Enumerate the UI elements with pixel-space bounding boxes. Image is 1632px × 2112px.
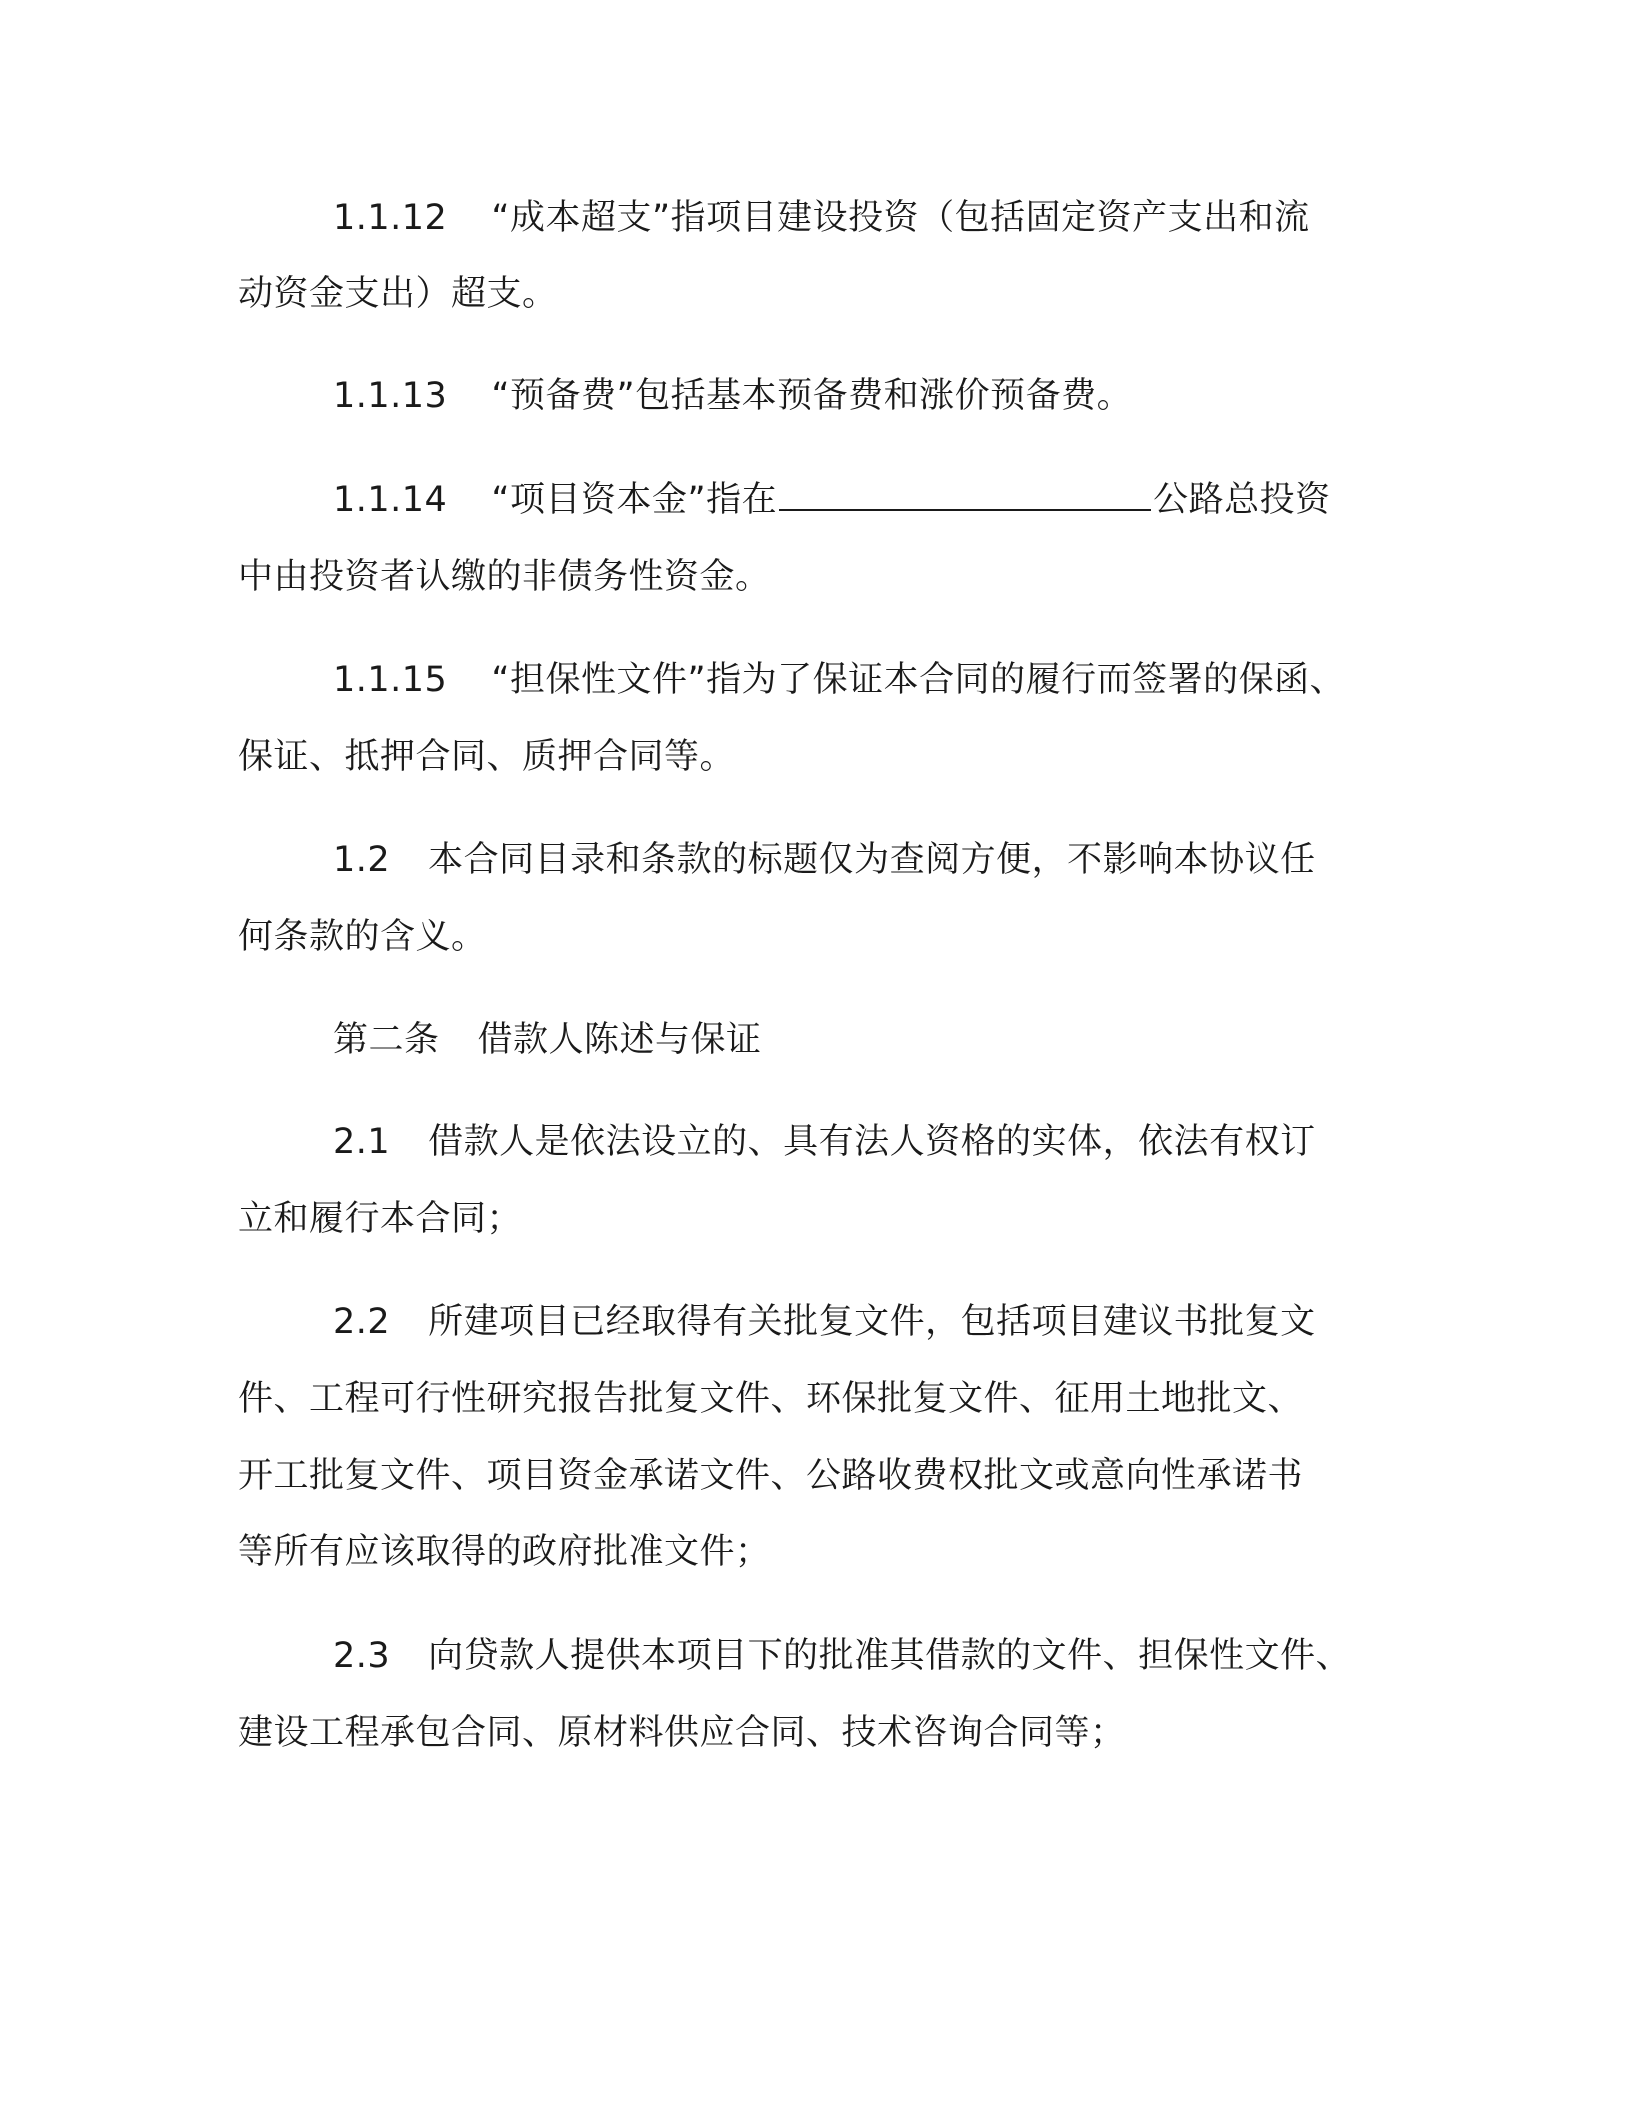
section-2-1-line-2: 立和履行本合同；: [238, 1199, 523, 1239]
section-number: 2.2: [333, 1302, 391, 1342]
clause-1-1-14-line-1: [333, 478, 1331, 522]
clause-number: 1.2: [333, 840, 391, 880]
clause-number: 1.1.15: [333, 660, 448, 700]
clause-number: 1.1.13: [333, 376, 448, 416]
section-2-2-line-2: 件、工程可行性研究报告批复文件、环保批复文件、征用土地批文、: [238, 1379, 1304, 1419]
clause-1-1-13-line-1: [333, 374, 1132, 418]
clause-1-1-12-line-2: 动资金支出）超支。: [238, 274, 558, 314]
clause-text: “预备费”包括基本预备费和涨价预备费。: [491, 376, 1133, 416]
clause-1-1-14-line-2: 中由投资者认缴的非债务性资金。: [238, 557, 771, 597]
fill-in-blank: [779, 479, 1151, 511]
section-text: 借款人是依法设立的、具有法人资格的实体，依法有权订: [428, 1122, 1316, 1162]
section-text: 向贷款人提供本项目下的批准其借款的文件、担保性文件、: [428, 1636, 1352, 1676]
clause-text: 本合同目录和条款的标题仅为查阅方便，不影响本协议任: [428, 840, 1316, 880]
clause-text-before-blank: “项目资本金”指在: [491, 480, 778, 520]
section-2-2-line-1: [333, 1300, 1316, 1344]
clause-1-1-12-line-1: [333, 196, 1310, 240]
section-2-3-line-1: [333, 1634, 1351, 1678]
clause-number: 1.1.12: [333, 198, 448, 238]
clause-1-2-line-2: 何条款的含义。: [238, 917, 487, 957]
clause-1-1-15-line-2: 保证、抵押合同、质押合同等。: [238, 737, 736, 777]
article-title: 借款人陈述与保证: [477, 1020, 762, 1060]
section-2-1-line-1: [333, 1120, 1316, 1164]
section-2-3-line-2: 建设工程承包合同、原材料供应合同、技术咨询合同等；: [238, 1713, 1126, 1753]
article-two-heading: [333, 1018, 762, 1062]
section-number: 2.3: [333, 1636, 391, 1676]
section-2-2-line-3: 开工批复文件、项目资金承诺文件、公路收费权批文或意向性承诺书: [238, 1456, 1304, 1496]
clause-text: “成本超支”指项目建设投资（包括固定资产支出和流: [491, 198, 1310, 238]
clause-text-after-blank: 公路总投资: [1153, 480, 1331, 520]
clause-number: 1.1.14: [333, 480, 448, 520]
clause-text: “担保性文件”指为了保证本合同的履行而签署的保函、: [491, 660, 1346, 700]
article-label: 第二条: [333, 1020, 440, 1060]
clause-1-1-15-line-1: [333, 658, 1345, 702]
section-2-2-line-4: 等所有应该取得的政府批准文件；: [238, 1532, 771, 1572]
clause-1-2-line-1: [333, 838, 1316, 882]
section-text: 所建项目已经取得有关批复文件，包括项目建议书批复文: [428, 1302, 1316, 1342]
section-number: 2.1: [333, 1122, 391, 1162]
